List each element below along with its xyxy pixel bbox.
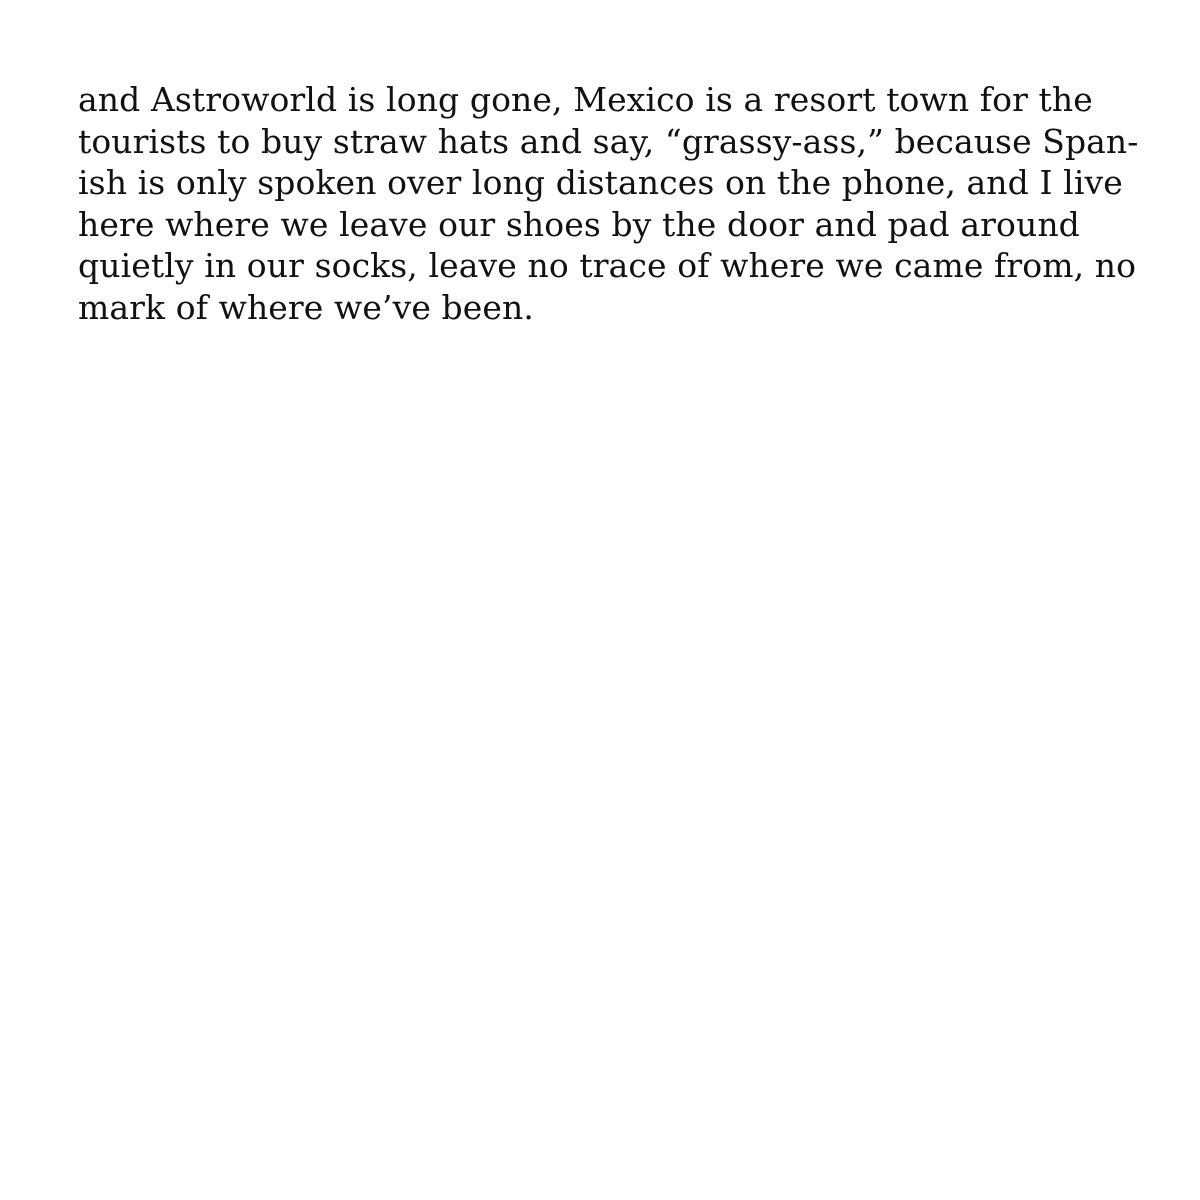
text-line: here where we leave our shoes by the door and pad around [78, 204, 1080, 244]
paragraph [78, 79, 1138, 328]
text-line: tourists to buy straw hats and say, “grassy-ass,” because Span- [78, 121, 1139, 161]
text-line: mark of where we’ve been. [78, 287, 534, 327]
text-line: and Astroworld is long gone, Mexico is a resort town for the [78, 80, 1093, 119]
text-line: quietly in our socks, leave no trace of where we came from, no [78, 246, 1137, 285]
text-line: ish is only spoken over long distances on the phone, and I live [78, 163, 1123, 202]
